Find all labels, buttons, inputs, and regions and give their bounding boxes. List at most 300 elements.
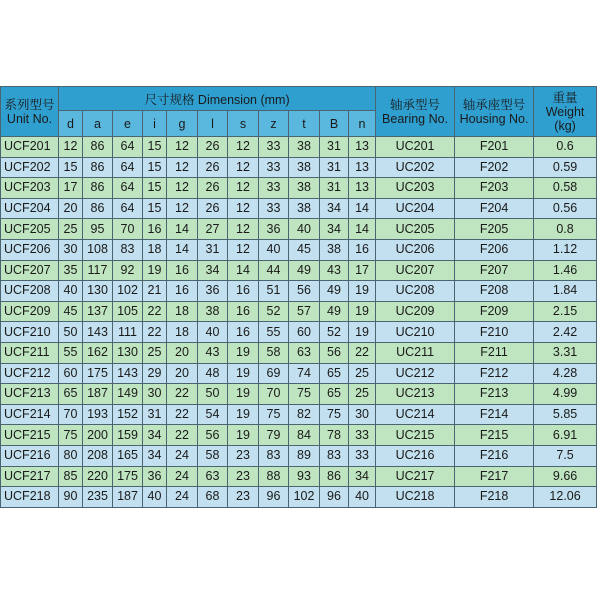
dim-d-cell: 35: [59, 260, 83, 281]
dim-z-cell: 70: [259, 384, 289, 405]
dim-a-cell: 86: [83, 157, 113, 178]
housing-no-cell: F213: [455, 384, 534, 405]
dim-b-cell: 96: [320, 487, 349, 508]
dim-g-cell: 14: [167, 219, 198, 240]
unit-no-cell: UCF202: [1, 157, 59, 178]
dim-header-s: s: [228, 111, 259, 137]
unit-no-cell: UCF218: [1, 487, 59, 508]
dim-t-cell: 38: [289, 198, 320, 219]
dim-i-cell: 21: [143, 281, 167, 302]
dim-g-cell: 16: [167, 260, 198, 281]
table-row: [1, 137, 597, 158]
dim-n-cell: 40: [349, 487, 376, 508]
dim-z-cell: 96: [259, 487, 289, 508]
dim-a-cell: 108: [83, 239, 113, 260]
bearing-no-cell: UC211: [376, 342, 455, 363]
dim-t-cell: 74: [289, 363, 320, 384]
dimension-header: 尺寸规格 Dimension (mm): [59, 87, 376, 111]
dim-header-i: i: [143, 111, 167, 137]
weight-cell: 2.15: [534, 301, 597, 322]
table-row: [1, 384, 597, 405]
dim-g-cell: 18: [167, 301, 198, 322]
dim-l-cell: 26: [198, 137, 228, 158]
dim-g-cell: 22: [167, 384, 198, 405]
unit-no-cell: UCF216: [1, 445, 59, 466]
weight-cell: 12.06: [534, 487, 597, 508]
dim-n-cell: 14: [349, 219, 376, 240]
housing-no-header-cn: 轴承座型号: [462, 97, 526, 112]
dim-l-cell: 50: [198, 384, 228, 405]
dim-a-cell: 130: [83, 281, 113, 302]
dim-n-cell: 13: [349, 157, 376, 178]
dim-z-cell: 52: [259, 301, 289, 322]
dim-s-cell: 19: [228, 384, 259, 405]
dim-l-cell: 68: [198, 487, 228, 508]
dim-n-cell: 33: [349, 425, 376, 446]
unit-no-cell: UCF206: [1, 239, 59, 260]
dim-d-cell: 70: [59, 404, 83, 425]
dim-header-n: n: [349, 111, 376, 137]
dim-l-cell: 58: [198, 445, 228, 466]
housing-no-cell: F206: [455, 239, 534, 260]
dim-a-cell: 137: [83, 301, 113, 322]
weight-header-cn: 重量: [552, 90, 578, 105]
weight-cell: 2.42: [534, 322, 597, 343]
dim-g-cell: 24: [167, 466, 198, 487]
dim-b-cell: 31: [320, 157, 349, 178]
housing-no-cell: F202: [455, 157, 534, 178]
dim-i-cell: 15: [143, 137, 167, 158]
unit-no-cell: UCF207: [1, 260, 59, 281]
dim-l-cell: 26: [198, 178, 228, 199]
dim-t-cell: 45: [289, 239, 320, 260]
bearing-no-cell: UC218: [376, 487, 455, 508]
dim-b-cell: 52: [320, 322, 349, 343]
dim-e-cell: 111: [113, 322, 143, 343]
housing-no-cell: F215: [455, 425, 534, 446]
dim-d-cell: 50: [59, 322, 83, 343]
dim-b-cell: 38: [320, 239, 349, 260]
weight-cell: 5.85: [534, 404, 597, 425]
dim-header-d: d: [59, 111, 83, 137]
table-row: [1, 260, 597, 281]
weight-cell: 4.99: [534, 384, 597, 405]
dim-n-cell: 14: [349, 198, 376, 219]
housing-no-cell: F201: [455, 137, 534, 158]
dim-a-cell: 86: [83, 137, 113, 158]
dim-b-cell: 34: [320, 219, 349, 240]
dim-z-cell: 88: [259, 466, 289, 487]
dim-n-cell: 13: [349, 137, 376, 158]
weight-cell: 1.12: [534, 239, 597, 260]
dim-s-cell: 16: [228, 301, 259, 322]
dim-i-cell: 19: [143, 260, 167, 281]
bearing-no-cell: UC204: [376, 198, 455, 219]
dim-z-cell: 55: [259, 322, 289, 343]
bearing-no-cell: UC205: [376, 219, 455, 240]
dim-l-cell: 26: [198, 157, 228, 178]
dim-e-cell: 130: [113, 342, 143, 363]
dim-a-cell: 175: [83, 363, 113, 384]
dim-d-cell: 60: [59, 363, 83, 384]
bearing-no-cell: UC212: [376, 363, 455, 384]
dim-a-cell: 86: [83, 198, 113, 219]
dim-d-cell: 17: [59, 178, 83, 199]
dim-s-cell: 16: [228, 322, 259, 343]
unit-no-cell: UCF217: [1, 466, 59, 487]
dim-e-cell: 64: [113, 137, 143, 158]
dim-z-cell: 58: [259, 342, 289, 363]
dim-n-cell: 25: [349, 384, 376, 405]
unit-no-cell: UCF201: [1, 137, 59, 158]
dim-g-cell: 16: [167, 281, 198, 302]
dim-l-cell: 63: [198, 466, 228, 487]
weight-header-unit: (kg): [554, 118, 576, 133]
weight-header-en: Weight: [545, 104, 585, 119]
dim-z-cell: 33: [259, 198, 289, 219]
housing-no-cell: F212: [455, 363, 534, 384]
dim-i-cell: 15: [143, 157, 167, 178]
dim-i-cell: 29: [143, 363, 167, 384]
dim-b-cell: 65: [320, 384, 349, 405]
table-row: [1, 178, 597, 199]
housing-no-cell: F218: [455, 487, 534, 508]
dim-d-cell: 45: [59, 301, 83, 322]
dim-b-cell: 56: [320, 342, 349, 363]
dim-n-cell: 19: [349, 301, 376, 322]
table-row: [1, 219, 597, 240]
housing-no-cell: F211: [455, 342, 534, 363]
table-row: [1, 342, 597, 363]
bearing-no-cell: UC203: [376, 178, 455, 199]
weight-cell: 6.91: [534, 425, 597, 446]
unit-no-cell: UCF214: [1, 404, 59, 425]
bearing-no-cell: UC202: [376, 157, 455, 178]
dim-a-cell: 220: [83, 466, 113, 487]
unit-no-cell: UCF205: [1, 219, 59, 240]
dim-e-cell: 64: [113, 198, 143, 219]
table-row: [1, 445, 597, 466]
dim-g-cell: 20: [167, 363, 198, 384]
weight-cell: 0.6: [534, 137, 597, 158]
dim-z-cell: 51: [259, 281, 289, 302]
dim-n-cell: 33: [349, 445, 376, 466]
bearing-no-cell: UC210: [376, 322, 455, 343]
dim-b-cell: 31: [320, 178, 349, 199]
dim-t-cell: 84: [289, 425, 320, 446]
dim-n-cell: 19: [349, 322, 376, 343]
dim-d-cell: 65: [59, 384, 83, 405]
bearing-no-cell: UC217: [376, 466, 455, 487]
dim-t-cell: 60: [289, 322, 320, 343]
dim-s-cell: 12: [228, 219, 259, 240]
housing-no-cell: F217: [455, 466, 534, 487]
dim-t-cell: 38: [289, 137, 320, 158]
dim-n-cell: 16: [349, 239, 376, 260]
dim-g-cell: 14: [167, 239, 198, 260]
dim-s-cell: 23: [228, 487, 259, 508]
dim-s-cell: 12: [228, 157, 259, 178]
housing-no-cell: F205: [455, 219, 534, 240]
dim-d-cell: 12: [59, 137, 83, 158]
dim-i-cell: 40: [143, 487, 167, 508]
dim-t-cell: 82: [289, 404, 320, 425]
dim-e-cell: 187: [113, 487, 143, 508]
dim-e-cell: 105: [113, 301, 143, 322]
dim-g-cell: 24: [167, 445, 198, 466]
dim-l-cell: 27: [198, 219, 228, 240]
weight-cell: 7.5: [534, 445, 597, 466]
dim-z-cell: 79: [259, 425, 289, 446]
dim-header-e: e: [113, 111, 143, 137]
unit-no-header-en: Unit No.: [6, 111, 53, 126]
dim-a-cell: 187: [83, 384, 113, 405]
dim-d-cell: 55: [59, 342, 83, 363]
bearing-no-cell: UC215: [376, 425, 455, 446]
bearing-no-cell: UC207: [376, 260, 455, 281]
dim-e-cell: 143: [113, 363, 143, 384]
unit-no-header: [1, 87, 59, 137]
dim-b-cell: 49: [320, 301, 349, 322]
dim-l-cell: 48: [198, 363, 228, 384]
dim-n-cell: 22: [349, 342, 376, 363]
dim-i-cell: 16: [143, 219, 167, 240]
dim-g-cell: 18: [167, 322, 198, 343]
dim-z-cell: 36: [259, 219, 289, 240]
dim-a-cell: 162: [83, 342, 113, 363]
dim-g-cell: 24: [167, 487, 198, 508]
dim-g-cell: 12: [167, 157, 198, 178]
dim-header-g: g: [167, 111, 198, 137]
dim-header-t: t: [289, 111, 320, 137]
dim-l-cell: 40: [198, 322, 228, 343]
dim-s-cell: 12: [228, 198, 259, 219]
bearing-no-cell: UC214: [376, 404, 455, 425]
dim-s-cell: 12: [228, 178, 259, 199]
dim-s-cell: 14: [228, 260, 259, 281]
dim-t-cell: 102: [289, 487, 320, 508]
dim-t-cell: 49: [289, 260, 320, 281]
dim-g-cell: 12: [167, 178, 198, 199]
dim-d-cell: 75: [59, 425, 83, 446]
dim-d-cell: 90: [59, 487, 83, 508]
dim-i-cell: 34: [143, 425, 167, 446]
dim-t-cell: 56: [289, 281, 320, 302]
dim-t-cell: 40: [289, 219, 320, 240]
dim-g-cell: 12: [167, 198, 198, 219]
dim-n-cell: 19: [349, 281, 376, 302]
dim-d-cell: 85: [59, 466, 83, 487]
dim-d-cell: 40: [59, 281, 83, 302]
dim-b-cell: 31: [320, 137, 349, 158]
housing-no-cell: F203: [455, 178, 534, 199]
dim-z-cell: 33: [259, 137, 289, 158]
table-row: [1, 322, 597, 343]
dim-i-cell: 18: [143, 239, 167, 260]
dim-z-cell: 40: [259, 239, 289, 260]
dim-s-cell: 23: [228, 445, 259, 466]
housing-no-cell: F214: [455, 404, 534, 425]
table-row: [1, 239, 597, 260]
dim-z-cell: 83: [259, 445, 289, 466]
dim-s-cell: 19: [228, 342, 259, 363]
dim-e-cell: 92: [113, 260, 143, 281]
dim-l-cell: 31: [198, 239, 228, 260]
weight-cell: 4.28: [534, 363, 597, 384]
housing-no-header: [455, 87, 534, 137]
dim-i-cell: 25: [143, 342, 167, 363]
dim-a-cell: 235: [83, 487, 113, 508]
dim-l-cell: 43: [198, 342, 228, 363]
dim-header-l: l: [198, 111, 228, 137]
unit-no-cell: UCF209: [1, 301, 59, 322]
dim-i-cell: 15: [143, 198, 167, 219]
dim-a-cell: 200: [83, 425, 113, 446]
dim-header-z: z: [259, 111, 289, 137]
table-row: [1, 198, 597, 219]
dim-n-cell: 17: [349, 260, 376, 281]
unit-no-cell: UCF208: [1, 281, 59, 302]
dim-z-cell: 33: [259, 178, 289, 199]
weight-cell: 1.84: [534, 281, 597, 302]
housing-no-cell: F208: [455, 281, 534, 302]
dim-i-cell: 34: [143, 445, 167, 466]
weight-cell: 9.66: [534, 466, 597, 487]
table-row: [1, 425, 597, 446]
dim-d-cell: 30: [59, 239, 83, 260]
dim-s-cell: 19: [228, 404, 259, 425]
dim-l-cell: 36: [198, 281, 228, 302]
dim-l-cell: 56: [198, 425, 228, 446]
bearing-no-header: [376, 87, 455, 137]
weight-cell: 0.8: [534, 219, 597, 240]
bearing-no-header-cn: 轴承型号: [390, 97, 441, 112]
table-row: [1, 157, 597, 178]
dim-header-b: B: [320, 111, 349, 137]
unit-no-cell: UCF210: [1, 322, 59, 343]
dim-e-cell: 102: [113, 281, 143, 302]
dim-n-cell: 25: [349, 363, 376, 384]
unit-no-cell: UCF211: [1, 342, 59, 363]
dim-i-cell: 22: [143, 322, 167, 343]
dim-b-cell: 65: [320, 363, 349, 384]
dim-i-cell: 31: [143, 404, 167, 425]
table-row: [1, 466, 597, 487]
dim-s-cell: 12: [228, 239, 259, 260]
dim-e-cell: 149: [113, 384, 143, 405]
table-row: [1, 281, 597, 302]
dim-e-cell: 152: [113, 404, 143, 425]
dim-t-cell: 93: [289, 466, 320, 487]
dim-b-cell: 78: [320, 425, 349, 446]
dim-l-cell: 26: [198, 198, 228, 219]
dim-s-cell: 12: [228, 137, 259, 158]
dim-g-cell: 22: [167, 425, 198, 446]
dim-n-cell: 34: [349, 466, 376, 487]
dim-e-cell: 175: [113, 466, 143, 487]
dim-b-cell: 83: [320, 445, 349, 466]
bearing-no-cell: UC209: [376, 301, 455, 322]
bearing-no-cell: UC213: [376, 384, 455, 405]
dim-a-cell: 208: [83, 445, 113, 466]
housing-no-cell: F209: [455, 301, 534, 322]
housing-no-cell: F210: [455, 322, 534, 343]
dim-t-cell: 57: [289, 301, 320, 322]
unit-no-cell: UCF215: [1, 425, 59, 446]
dim-t-cell: 63: [289, 342, 320, 363]
housing-no-cell: F216: [455, 445, 534, 466]
dim-a-cell: 193: [83, 404, 113, 425]
dim-d-cell: 80: [59, 445, 83, 466]
weight-cell: 0.58: [534, 178, 597, 199]
dim-l-cell: 54: [198, 404, 228, 425]
dim-a-cell: 117: [83, 260, 113, 281]
dim-a-cell: 86: [83, 178, 113, 199]
dim-l-cell: 34: [198, 260, 228, 281]
unit-no-cell: UCF203: [1, 178, 59, 199]
bearing-no-cell: UC208: [376, 281, 455, 302]
dim-g-cell: 22: [167, 404, 198, 425]
bearing-no-cell: UC206: [376, 239, 455, 260]
dim-g-cell: 20: [167, 342, 198, 363]
dim-e-cell: 165: [113, 445, 143, 466]
unit-no-cell: UCF212: [1, 363, 59, 384]
weight-cell: 0.56: [534, 198, 597, 219]
dim-b-cell: 75: [320, 404, 349, 425]
dim-i-cell: 22: [143, 301, 167, 322]
dim-t-cell: 38: [289, 157, 320, 178]
unit-no-header-cn: 系列型号: [4, 97, 55, 112]
ucf-spec-table: [0, 86, 597, 508]
unit-no-cell: UCF213: [1, 384, 59, 405]
bearing-no-header-en: Bearing No.: [382, 111, 449, 126]
dim-t-cell: 75: [289, 384, 320, 405]
dim-e-cell: 70: [113, 219, 143, 240]
dim-s-cell: 19: [228, 363, 259, 384]
dim-z-cell: 44: [259, 260, 289, 281]
dim-d-cell: 15: [59, 157, 83, 178]
bearing-no-cell: UC201: [376, 137, 455, 158]
dim-e-cell: 83: [113, 239, 143, 260]
dim-e-cell: 64: [113, 178, 143, 199]
dim-s-cell: 16: [228, 281, 259, 302]
weight-header: [534, 87, 597, 137]
weight-cell: 0.59: [534, 157, 597, 178]
dim-l-cell: 38: [198, 301, 228, 322]
housing-no-cell: F204: [455, 198, 534, 219]
dim-b-cell: 43: [320, 260, 349, 281]
dim-s-cell: 23: [228, 466, 259, 487]
dim-t-cell: 38: [289, 178, 320, 199]
dim-header-a: a: [83, 111, 113, 137]
housing-no-cell: F207: [455, 260, 534, 281]
dim-n-cell: 30: [349, 404, 376, 425]
table-row: [1, 404, 597, 425]
table-row: [1, 487, 597, 508]
weight-cell: 3.31: [534, 342, 597, 363]
dim-z-cell: 33: [259, 157, 289, 178]
dim-b-cell: 34: [320, 198, 349, 219]
dim-z-cell: 75: [259, 404, 289, 425]
dim-b-cell: 86: [320, 466, 349, 487]
dim-i-cell: 30: [143, 384, 167, 405]
weight-cell: 1.46: [534, 260, 597, 281]
dim-a-cell: 143: [83, 322, 113, 343]
dim-g-cell: 12: [167, 137, 198, 158]
table-row: [1, 363, 597, 384]
dim-e-cell: 64: [113, 157, 143, 178]
spec-table-body: [1, 137, 597, 508]
